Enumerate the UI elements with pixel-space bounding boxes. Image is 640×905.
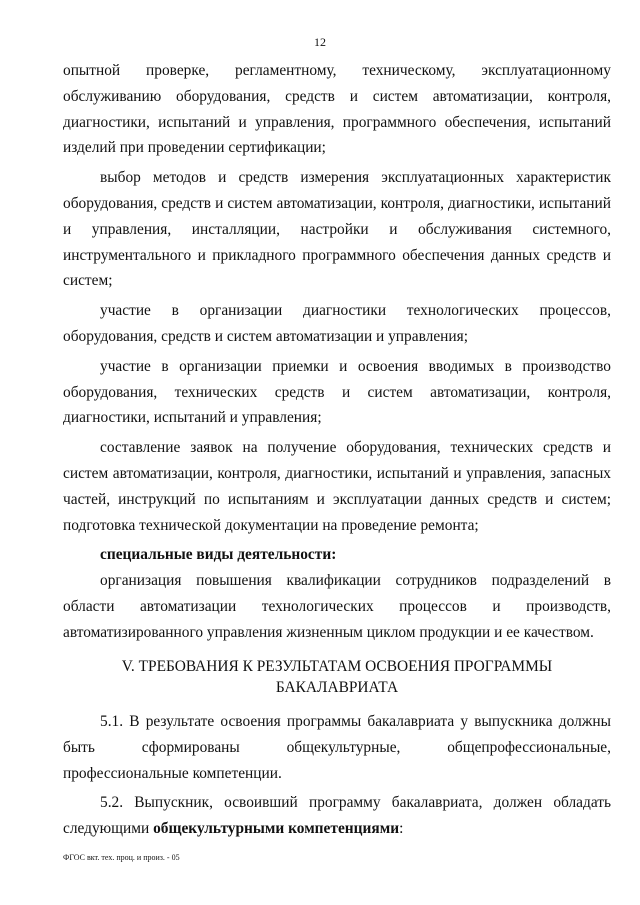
paragraph: составление заявок на получение оборудования, технических средств и систем автоматизации, контроля, диагностики, испытаний и управления, запасных частей, инструкций по испытаниям и эксплуатации данных средств и систем; подготовка технической документации на проведение ремонта; [63, 439, 611, 534]
paragraph: организация повышения квалификации сотрудников подразделений в области автоматизации технологических процессов и производств, автоматизированного управления жизненным циклом продукции и ее качеством. [63, 572, 611, 641]
item-5-2 [63, 790, 611, 842]
item-5-2-end: : [399, 820, 404, 838]
item-5-2-bold: общекультурными компетенциями [153, 820, 400, 838]
page-number: 12 [314, 35, 326, 49]
paragraph: участие в организации приемки и освоения вводимых в производство оборудования, технических средств и систем автоматизации, контроля, диагностики, испытаний и управления; [63, 357, 611, 427]
section-heading [63, 656, 611, 698]
body-text-requirements [63, 709, 611, 842]
item-5-2-text: 5.2. Выпускник, освоивший программу бакалавриата, должен обладать следующими [63, 794, 611, 838]
paragraph: участие в организации диагностики технологических процессов, оборудования, средств и систем автоматизации и управления; [63, 302, 611, 345]
body-text [63, 58, 611, 646]
section-heading-line: V. ТРЕБОВАНИЯ К РЕЗУЛЬТАТАМ ОСВОЕНИЯ ПРОГРАММЫ [121, 658, 553, 675]
special-activities-heading: специальные виды деятельности: [100, 546, 337, 564]
item-5-1: 5.1. В результате освоения программы бакалавриата у выпускника должны быть сформированы общекультурные, общепрофессиональные, профессиональные компетенции. [63, 713, 611, 782]
paragraph: выбор методов и средств измерения эксплуатационных характеристик оборудования, средств и систем автоматизации, контроля, диагностики, испытаний и управления, инсталляции, настройки и обслуживания системного, инструментального и прикладного программного обеспечения данных средств и систем; [63, 169, 611, 290]
section-heading-line: БАКАЛАВРИАТА [275, 679, 399, 696]
footer-note: ФГОС вкт. тех. проц. и произ. - 05 [63, 853, 180, 862]
paragraph: опытной проверке, регламентному, техническому, эксплуатационному обслуживанию оборудования, средств и систем автоматизации, контроля, диагностики, испытаний и управления, программного обеспечения, испытаний изделий при проведении сертификации; [63, 62, 611, 157]
